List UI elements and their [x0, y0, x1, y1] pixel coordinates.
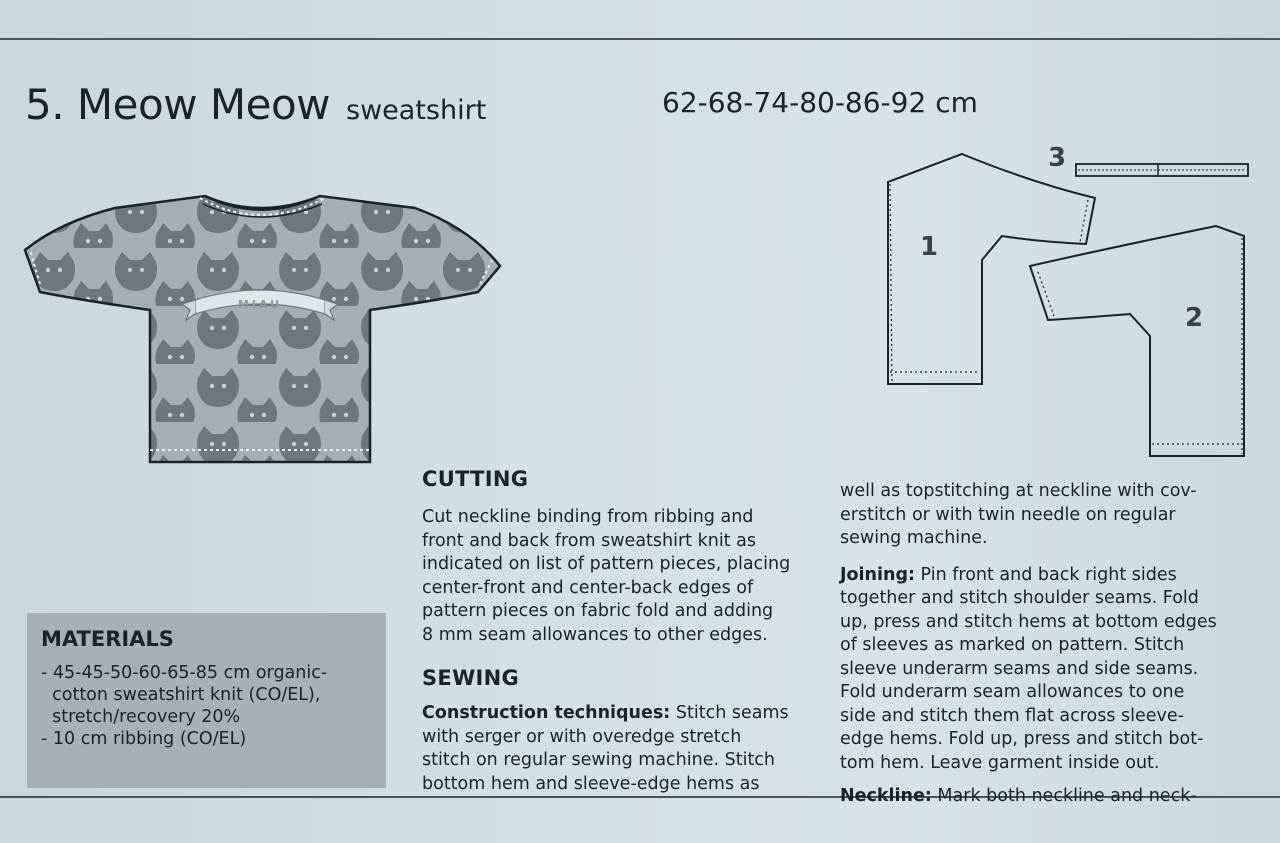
text-line: erstitch or with twin needle on regular — [840, 504, 1176, 525]
piece-label-3: 3 — [1048, 143, 1067, 173]
materials-item: - 45-45-50-60-65-85 cm organic- — [41, 663, 328, 683]
text-line: up, press and stitch hems at bottom edges — [840, 611, 1217, 632]
text-line: tom hem. Leave garment inside out. — [840, 752, 1160, 773]
text-line: Pin front and back right sides — [914, 564, 1177, 585]
sweatshirt-body — [25, 196, 500, 462]
cutting-line: 8 mm seam allowances to other edges. — [422, 624, 768, 645]
sewing-line: with serger or with overedge stretch — [422, 726, 742, 747]
text-line: Fold underarm seam allowances to one — [840, 682, 1185, 702]
construction-label: Construction techniques: — [422, 703, 671, 723]
cutting-line: pattern pieces on fabric fold and adding — [422, 601, 774, 621]
materials-item: - 10 cm ribbing (CO/EL) — [41, 729, 247, 749]
right-column-text — [840, 480, 1270, 809]
text-line: of sleeves as marked on pattern. Stitch — [840, 635, 1185, 655]
neckline-label: Neckline: — [840, 786, 932, 806]
piece-label-1: 1 — [920, 232, 939, 262]
sewing-line: stitch on regular sewing machine. Stitch — [422, 750, 776, 770]
materials-heading: MATERIALS — [41, 627, 174, 651]
cutting-text — [422, 506, 842, 647]
sewing-line: Stitch seams — [670, 703, 789, 723]
size-range: 62-68-74-80-86-92 cm — [662, 86, 978, 119]
text-line: together and stitch shoulder seams. Fold — [840, 588, 1199, 608]
pattern-name: 5. Meow Meow — [25, 80, 331, 129]
cutting-line: front and back from sweatshirt knit as — [422, 530, 756, 551]
text-line: well as topstitching at neckline with cov- — [840, 481, 1197, 501]
garment-type: sweatshirt — [346, 95, 487, 126]
pattern-piece-1 — [888, 154, 1095, 384]
text-line: edge hems. Fold up, press and stitch bot- — [840, 729, 1204, 749]
cutting-line: indicated on list of pattern pieces, placing — [422, 554, 791, 574]
sewing-heading: SEWING — [422, 666, 520, 690]
text-line: sleeve underarm seams and side seams. — [840, 658, 1199, 679]
materials-item: stretch/recovery 20% — [41, 707, 241, 727]
cutting-heading: CUTTING — [422, 467, 529, 491]
sewing-line: bottom hem and sleeve-edge hems as — [422, 773, 760, 794]
pattern-piece-2 — [1030, 226, 1244, 456]
text-line: sewing machine. — [840, 528, 988, 548]
pattern-title — [25, 80, 486, 129]
piece-label-2: 2 — [1185, 303, 1204, 333]
joining-label: Joining: — [840, 564, 915, 585]
cutting-line: Cut neckline binding from ribbing and — [422, 507, 754, 527]
cutting-line: center-front and center-back edges of — [422, 577, 754, 598]
materials-item: cotton sweatshirt knit (CO/EL), — [41, 685, 321, 705]
materials-box — [27, 613, 386, 788]
top-rule — [0, 38, 1280, 40]
sewing-text — [422, 702, 842, 796]
banner-text: MIAU — [237, 298, 283, 311]
materials-list — [41, 662, 327, 750]
text-line: side and stitch them flat across sleeve- — [840, 705, 1184, 726]
sweatshirt-illustration — [20, 190, 505, 470]
text-line: Mark both neckline and neck- — [931, 786, 1197, 806]
